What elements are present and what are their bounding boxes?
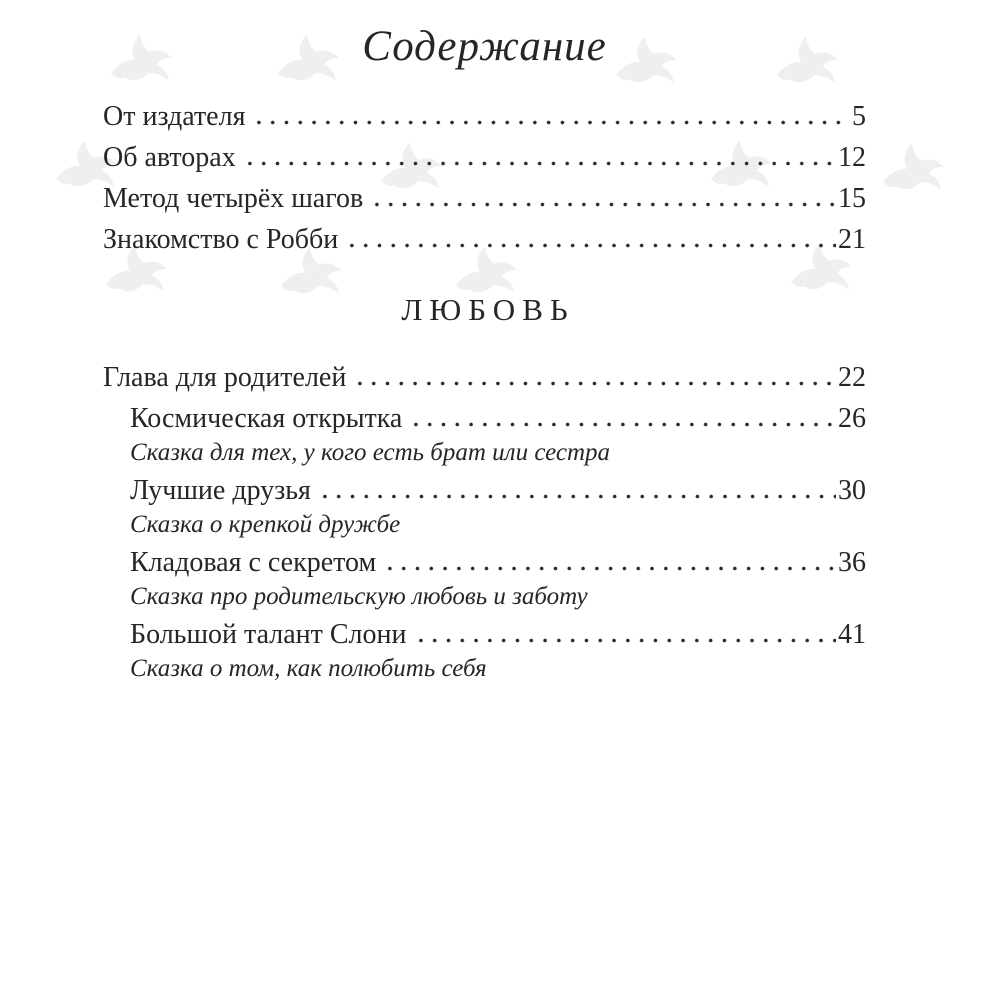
toc-content — [103, 16, 866, 683]
dot-leader — [243, 161, 836, 166]
toc-entry-page: 21 — [838, 224, 866, 255]
toc-entry — [103, 357, 866, 398]
toc-entry-label: Кладовая с секретом — [130, 547, 377, 578]
dot-leader — [252, 120, 850, 125]
chapter-entry — [103, 470, 866, 539]
toc-entry-page: 36 — [838, 547, 866, 578]
dot-leader — [353, 381, 836, 386]
toc-entry — [103, 137, 866, 178]
section-chapter-list — [103, 357, 866, 683]
toc-entry — [103, 470, 866, 511]
toc-entry-label: Космическая открытка — [130, 403, 403, 434]
toc-entry-page: 12 — [838, 142, 866, 173]
toc-entry — [103, 398, 866, 439]
chapter-subtitle: Сказка для тех, у кого есть брат или сестра — [130, 439, 611, 466]
toc-entry-label: Глава для родителей — [103, 362, 347, 393]
toc-entry-label: От издателя — [103, 101, 246, 132]
chapter-entry — [103, 398, 866, 467]
toc-entry-page: 22 — [838, 362, 866, 393]
dot-leader — [383, 566, 836, 571]
toc-entry-page: 30 — [838, 475, 866, 506]
toc-entry — [103, 542, 866, 583]
chapter-subtitle: Сказка о крепкой дружбе — [130, 511, 401, 538]
toc-entry — [103, 219, 866, 260]
dot-leader — [318, 494, 836, 499]
toc-entry-page: 5 — [852, 101, 866, 132]
dove-icon — [883, 143, 944, 189]
toc-entry-page: 26 — [838, 403, 866, 434]
section-heading: ЛЮБОВЬ — [401, 292, 575, 327]
toc-entry-page: 41 — [838, 619, 866, 650]
toc-entry — [103, 614, 866, 655]
toc-entry-page: 15 — [838, 183, 866, 214]
toc-entry-label: Лучшие друзья — [130, 475, 311, 506]
toc-front-matter-list — [103, 96, 866, 260]
toc-entry — [103, 96, 866, 137]
chapter-entry — [103, 542, 866, 611]
toc-entry-label: Метод четырёх шагов — [103, 183, 364, 214]
toc-entry — [103, 178, 866, 219]
toc-entry-label: Знакомство с Робби — [103, 224, 339, 255]
page-title: Содержание — [362, 23, 607, 70]
dot-leader — [409, 422, 836, 427]
toc-entry-label: Об авторах — [103, 142, 236, 173]
toc-entry-label: Большой талант Слони — [130, 619, 407, 650]
dot-leader — [370, 202, 836, 207]
toc-sections — [103, 290, 866, 683]
dot-leader — [345, 243, 836, 248]
chapter-subtitle: Сказка про родительскую любовь и заботу — [130, 583, 588, 610]
chapter-entry — [103, 614, 866, 683]
chapter-subtitle: Сказка о том, как полюбить себя — [130, 655, 487, 682]
dot-leader — [414, 638, 837, 643]
